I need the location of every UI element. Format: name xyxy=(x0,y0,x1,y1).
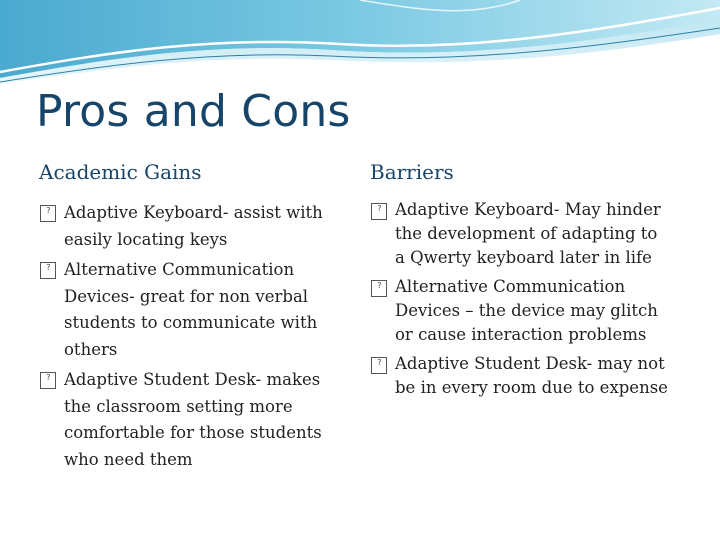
list-item xyxy=(40,367,340,473)
list-item-text: Adaptive Student Desk- makes the classroom setting more comfortable for those students who need them xyxy=(64,370,322,469)
missing-glyph-bullet-icon: ? xyxy=(371,280,387,297)
missing-glyph-bullet-icon: ? xyxy=(40,262,56,279)
missing-glyph-bullet-icon: ? xyxy=(40,205,56,222)
column-heading-barriers: Barriers xyxy=(370,160,454,184)
slide-title: Pros and Cons xyxy=(36,86,351,137)
list-item xyxy=(371,275,671,347)
list-item-text: Alternative Communication Devices- great for non verbal students to communicate with others xyxy=(64,260,318,359)
list-item-text: Adaptive Keyboard- assist with easily locating keys xyxy=(64,203,323,249)
list-item-text: Adaptive Student Desk- may not be in every room due to expense xyxy=(395,354,668,397)
academic-gains-list xyxy=(40,200,340,477)
list-item xyxy=(40,257,340,363)
list-item-text: Alternative Communication Devices – the device may glitch or cause interaction problems xyxy=(395,277,658,344)
header-wave-decoration xyxy=(0,0,720,90)
missing-glyph-bullet-icon: ? xyxy=(371,357,387,374)
missing-glyph-bullet-icon: ? xyxy=(40,372,56,389)
column-heading-academic-gains: Academic Gains xyxy=(39,160,202,184)
missing-glyph-bullet-icon: ? xyxy=(371,203,387,220)
list-item xyxy=(371,198,671,270)
barriers-list xyxy=(371,198,671,405)
list-item xyxy=(40,200,340,253)
list-item-text: Adaptive Keyboard- May hinder the development of adapting to a Qwerty keyboard later in life xyxy=(395,200,661,267)
list-item xyxy=(371,352,671,400)
